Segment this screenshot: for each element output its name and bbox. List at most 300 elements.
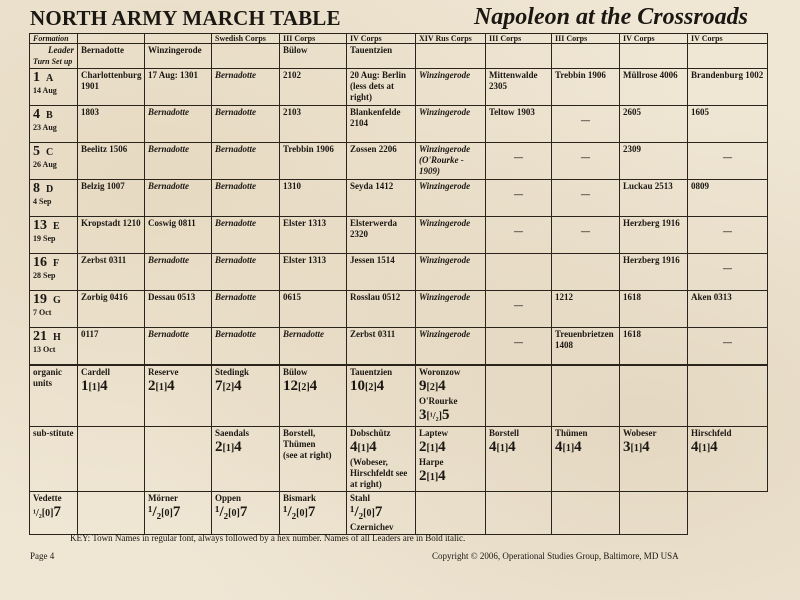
town-hex: Belzig 1007 (81, 181, 125, 191)
unit-name: Stahl (350, 493, 371, 503)
unit-strength (691, 439, 718, 455)
march-cell (212, 69, 280, 106)
table-body (30, 34, 768, 535)
town-hex: Coswig 0811 (148, 218, 196, 228)
march-cell (688, 291, 768, 328)
march-cell (486, 180, 552, 217)
strength-value: [2] (365, 382, 377, 393)
strength-value: [0] (296, 508, 308, 519)
march-cell (620, 180, 688, 217)
town-hex: 1605 (691, 107, 709, 117)
turn-number: 4 (33, 107, 40, 122)
turn-date: 4 Sep (33, 197, 52, 206)
unit-cell (212, 427, 280, 492)
leader-name: Bernadotte (215, 218, 257, 228)
turn-letter: C (46, 147, 54, 158)
unit-name: Hirschfeld (691, 428, 732, 438)
march-cell (212, 291, 280, 328)
unit-strength (33, 504, 61, 520)
town-hex: — (723, 152, 732, 162)
unit-strength (215, 439, 242, 455)
unit-strength (350, 504, 382, 520)
leader-name: Bernadotte (215, 107, 257, 117)
turn-cell (30, 328, 78, 366)
march-cell (416, 254, 486, 291)
march-cell (620, 328, 688, 366)
town-hex: Dessau 0513 (148, 292, 196, 302)
town-hex: — (514, 337, 523, 347)
unit-strength (215, 378, 242, 394)
leader-name: Bernadotte (215, 255, 257, 265)
strength-value: 4 (489, 439, 497, 455)
turn-row (30, 254, 768, 291)
town-hex: Elster 1313 (283, 255, 327, 265)
leader-name: Winzingerode (419, 292, 471, 302)
leader-header-8 (620, 44, 688, 69)
unit-name: Bülow (283, 367, 308, 377)
march-cell (145, 143, 212, 180)
march-cell (212, 143, 280, 180)
unit-name: Reserve (148, 367, 179, 377)
unit-cell (552, 492, 620, 535)
town-hex: 0809 (691, 181, 709, 191)
town-hex: Zorbig 0416 (81, 292, 128, 302)
town-hex: Aken 0313 (691, 292, 732, 302)
town-hex: Seyda 1412 (350, 181, 394, 191)
corps-header-7 (552, 34, 620, 44)
strength-value: [1] (357, 443, 370, 454)
town-hex: — (514, 152, 523, 162)
strength-value: 2 (215, 439, 223, 455)
leader-name: Bernadotte (148, 181, 190, 191)
unit-strength (623, 439, 650, 455)
march-cell (620, 291, 688, 328)
march-cell (78, 291, 145, 328)
strength-value: [0] (161, 508, 173, 519)
town-hex: 1212 (555, 292, 573, 302)
leader-header-6 (486, 44, 552, 69)
town-hex: 17 Aug: 1301 (148, 70, 199, 80)
unit-name: Cardell (81, 367, 110, 377)
march-cell (552, 291, 620, 328)
strength-value: 4 (234, 439, 242, 455)
strength-value: [1] (222, 443, 235, 454)
strength-value: 4 (508, 439, 516, 455)
leader-name: Winzingerode (419, 181, 471, 191)
unit-strength (419, 439, 446, 455)
strength-value: [0] (363, 508, 375, 519)
march-cell (486, 291, 552, 328)
march-cell (486, 217, 552, 254)
turn-setup-label: Turn Set up (33, 57, 73, 66)
strength-value: [0] (228, 508, 240, 519)
leader-name: Bernadotte (148, 329, 190, 339)
unit-strength (283, 504, 315, 520)
corps-header-5 (416, 34, 486, 44)
strength-value: [1] (630, 443, 643, 454)
unit-cell (280, 365, 347, 427)
strength-value: 9 (419, 378, 427, 394)
town-hex: 0615 (283, 292, 301, 302)
strength-value: 4 (691, 439, 699, 455)
unit-cell (416, 492, 486, 535)
unit-cell (78, 492, 145, 535)
leader-name: Winzingerode (419, 107, 471, 117)
strength-value: 7 (374, 504, 383, 520)
turn-number: 13 (33, 218, 47, 233)
turn-cell (30, 254, 78, 291)
march-cell (552, 217, 620, 254)
turn-number: 16 (33, 255, 47, 270)
town-hex: — (723, 226, 732, 236)
unit-strength (419, 468, 446, 484)
strength-value: 4 (167, 378, 175, 394)
unit-strength (350, 378, 384, 394)
strength-value: [1] (496, 443, 509, 454)
march-cell (212, 180, 280, 217)
strength-value: 4 (438, 378, 446, 394)
march-cell (416, 106, 486, 143)
town-hex: 2605 (623, 107, 641, 117)
unit-name: Wobeser (623, 428, 657, 438)
unit-cell (145, 427, 212, 492)
march-cell (280, 106, 347, 143)
town-hex: 0117 (81, 329, 99, 339)
leader-name: Bernadotte (215, 181, 257, 191)
organic-row-label: organic units (33, 367, 62, 388)
march-cell (78, 106, 145, 143)
strength-value: 1 (81, 378, 89, 394)
leader-name: Bernadotte (148, 255, 190, 265)
strength-value: ¹/₂ (148, 504, 162, 520)
march-cell (347, 106, 416, 143)
march-cell (552, 69, 620, 106)
town-hex: Brandenburg 1002 (691, 70, 764, 80)
unit-strength (81, 378, 108, 394)
turn-letter: B (46, 110, 53, 121)
march-cell (280, 217, 347, 254)
strength-value: [2] (298, 382, 310, 393)
page-number: Page 4 (30, 551, 55, 561)
unit-name: Vedette (33, 493, 62, 503)
strength-value: 7 (239, 504, 248, 520)
town-hex: — (723, 263, 732, 273)
turn-row (30, 180, 768, 217)
unit-strength (555, 439, 582, 455)
town-hex: Treuenbrietzen 1408 (555, 329, 614, 350)
unit-name: Stedingk (215, 367, 250, 377)
leader-label: Leader (48, 45, 74, 55)
unit-name: Borstell (489, 428, 519, 438)
strength-value: 4 (350, 439, 358, 455)
strength-value: 4 (309, 378, 318, 394)
leader-name: Bernadotte (148, 144, 190, 154)
unit-cell (280, 492, 347, 535)
strength-value: 4 (369, 439, 377, 455)
copyright: Copyright © 2006, Operational Studies Group, Baltimore, MD USA (432, 551, 679, 561)
table-title: NORTH ARMY MARCH TABLE (30, 6, 341, 30)
town-hex: — (581, 226, 590, 236)
march-cell (78, 180, 145, 217)
turn-row (30, 106, 768, 143)
corps-name: IV Corps (350, 34, 382, 43)
town-hex: Herzberg 1916 (623, 255, 680, 265)
march-cell (347, 254, 416, 291)
unit-cell (78, 365, 145, 427)
corps-header-2 (212, 34, 280, 44)
corps-leader: Bülow (283, 45, 308, 55)
strength-value: [0] (41, 508, 54, 519)
corps-header-row (30, 34, 768, 44)
march-cell (416, 217, 486, 254)
march-cell (552, 106, 620, 143)
organic-row (30, 365, 768, 427)
march-cell (688, 180, 768, 217)
unit-name: Oppen (215, 493, 242, 503)
unit-cell (280, 427, 347, 492)
strength-value: 2 (148, 378, 156, 394)
turn-row (30, 291, 768, 328)
leader-name: Bernadotte (215, 70, 257, 80)
strength-value: [1] (88, 382, 101, 393)
march-cell (688, 254, 768, 291)
march-cell (688, 69, 768, 106)
turn-letter: A (46, 73, 54, 84)
unit-name: Woronzow (419, 367, 461, 377)
strength-value: 7 (307, 504, 316, 520)
unit-note: (see at right) (283, 450, 332, 460)
corps-header-0 (78, 34, 145, 44)
strength-value: ¹/₂ (283, 504, 297, 520)
turn-date: 26 Aug (33, 160, 57, 169)
unit-cell (552, 365, 620, 427)
town-hex: — (723, 337, 732, 347)
town-hex: — (514, 226, 523, 236)
town-hex: Zerbst 0311 (81, 255, 127, 265)
corps-header-4 (347, 34, 416, 44)
strength-value: 4 (438, 439, 446, 455)
town-hex: Luckau 2513 (623, 181, 673, 191)
formation-label: Formation (33, 34, 69, 43)
leader-name: Bernadotte (215, 292, 257, 302)
town-hex: 20 Aug: Berlin (less dets at right) (350, 70, 407, 102)
march-cell (280, 328, 347, 366)
march-cell (212, 254, 280, 291)
turn-cell (30, 180, 78, 217)
unit-strength (419, 407, 449, 423)
leader-name: Winzingerode (419, 218, 471, 228)
leader-name: Winzingerode (O'Rourke - 1909) (419, 144, 471, 176)
turn-date: 7 Oct (33, 308, 52, 317)
town-hex: 1618 (623, 292, 641, 302)
turn-number: 19 (33, 292, 47, 307)
unit-name: Saendals (215, 428, 250, 438)
march-cell (620, 254, 688, 291)
town-hex: Kropstadt 1210 (81, 218, 141, 228)
town-hex: 2309 (623, 144, 641, 154)
town-hex: — (514, 300, 523, 310)
corps-header-9 (688, 34, 768, 44)
march-cell (416, 180, 486, 217)
town-hex: 1803 (81, 107, 99, 117)
turn-number: 5 (33, 144, 40, 159)
march-cell (145, 217, 212, 254)
turn-date: 14 Aug (33, 86, 57, 95)
march-cell (416, 143, 486, 180)
unit-name: Harpe (419, 457, 444, 467)
strength-value: ¹/₂ (33, 508, 42, 519)
march-cell (212, 106, 280, 143)
march-cell (145, 69, 212, 106)
town-hex: 1310 (283, 181, 301, 191)
town-hex: 1618 (623, 329, 641, 339)
strength-value: [¹/₂] (426, 411, 442, 422)
turn-letter: F (53, 258, 60, 269)
unit-cell (347, 492, 416, 535)
strength-value: 4 (234, 378, 242, 394)
strength-value: [1] (426, 443, 439, 454)
vedette-row (30, 492, 768, 535)
unit-strength (215, 504, 247, 520)
strength-value: [2] (222, 382, 235, 393)
turn-number: 21 (33, 329, 47, 344)
march-cell (486, 69, 552, 106)
march-cell (486, 143, 552, 180)
unit-name: Bismark (283, 493, 317, 503)
unit-name: Czernichev (350, 522, 394, 532)
march-cell (620, 143, 688, 180)
leader-name: Bernadotte (215, 329, 257, 339)
corps-name: IV Corps (691, 34, 723, 43)
corps-name: XIV Rus Corps (419, 34, 472, 43)
march-cell (280, 291, 347, 328)
strength-value: 4 (376, 378, 385, 394)
unit-name: Borstell, Thümen (283, 428, 316, 449)
unit-name: Tauentzien (350, 367, 393, 377)
march-cell (620, 106, 688, 143)
town-hex: Trebbin 1906 (555, 70, 606, 80)
march-cell (78, 217, 145, 254)
town-hex: Trebbin 1906 (283, 144, 334, 154)
corps-leader: Bernadotte (81, 45, 124, 55)
strength-value: 7 (172, 504, 181, 520)
strength-value: [2] (426, 382, 439, 393)
town-hex: 2102 (283, 70, 301, 80)
leader-name: Bernadotte (283, 329, 325, 339)
unit-strength (489, 439, 516, 455)
unit-name: Mörner (148, 493, 178, 503)
leader-name: Bernadotte (215, 144, 257, 154)
march-cell (145, 106, 212, 143)
turn-row (30, 217, 768, 254)
march-cell (486, 328, 552, 366)
turn-date: 19 Sep (33, 234, 56, 243)
leader-name: Winzingerode (419, 70, 471, 80)
unit-cell (416, 365, 486, 427)
unit-cell (688, 365, 768, 427)
town-hex: Teltow 1903 (489, 107, 535, 117)
march-cell (280, 69, 347, 106)
turn-letter: H (53, 332, 61, 343)
turn-row (30, 69, 768, 106)
march-cell (347, 143, 416, 180)
march-cell (552, 254, 620, 291)
unit-cell (620, 427, 688, 492)
strength-value: 7 (215, 378, 223, 394)
strength-value: 4 (574, 439, 582, 455)
turn-letter: G (53, 295, 61, 306)
unit-cell (486, 427, 552, 492)
leader-header-1 (145, 44, 212, 69)
turn-cell (30, 291, 78, 328)
town-hex: Elster 1313 (283, 218, 327, 228)
strength-value: [1] (698, 443, 711, 454)
strength-value: 3 (623, 439, 631, 455)
unit-cell (347, 365, 416, 427)
turn-cell (30, 106, 78, 143)
leader-header-row (30, 44, 768, 69)
leader-header-0 (78, 44, 145, 69)
strength-value: 4 (555, 439, 563, 455)
march-cell (552, 328, 620, 366)
march-cell (688, 106, 768, 143)
turn-letter: D (46, 184, 54, 195)
town-hex: Elsterwerda 2320 (350, 218, 397, 239)
turn-cell (30, 69, 78, 106)
turn-date: 23 Aug (33, 123, 57, 132)
turn-letter: E (53, 221, 60, 232)
unit-cell (486, 365, 552, 427)
town-hex: Müllrose 4006 (623, 70, 678, 80)
march-cell (347, 291, 416, 328)
turn-number: 1 (33, 70, 40, 85)
march-cell (145, 254, 212, 291)
leader-name: Winzingerode (419, 329, 471, 339)
organic-row-label-cell (30, 365, 78, 427)
town-hex: Charlottenburg 1901 (81, 70, 142, 91)
turn-date: 13 Oct (33, 345, 56, 354)
substitute-row (30, 427, 768, 492)
turn-cell (30, 217, 78, 254)
turn-date: 28 Sep (33, 271, 56, 280)
march-cell (688, 328, 768, 366)
unit-cell (688, 427, 768, 492)
leader-header-2 (212, 44, 280, 69)
unit-strength (148, 504, 180, 520)
leader-header-5 (416, 44, 486, 69)
march-cell (552, 180, 620, 217)
march-cell (620, 217, 688, 254)
strength-value: 4 (710, 439, 718, 455)
leader-header (30, 44, 78, 69)
unit-strength (419, 378, 446, 394)
town-hex: Herzberg 1916 (623, 218, 680, 228)
corps-name: III Corps (489, 34, 522, 43)
strength-value: 4 (642, 439, 650, 455)
march-cell (347, 328, 416, 366)
strength-value: ¹/₂ (350, 504, 364, 520)
town-hex: — (581, 115, 590, 125)
unit-cell (145, 365, 212, 427)
strength-value: 2 (419, 468, 427, 484)
unit-cell (212, 365, 280, 427)
strength-value: 4 (100, 378, 108, 394)
march-cell (347, 180, 416, 217)
strength-value: 4 (438, 468, 446, 484)
strength-value: 2 (419, 439, 427, 455)
key-note: KEY: Town Names in regular font, always followed by a hex number. Names of all Leaders are in Bold italic. (70, 533, 466, 543)
march-cell (280, 180, 347, 217)
